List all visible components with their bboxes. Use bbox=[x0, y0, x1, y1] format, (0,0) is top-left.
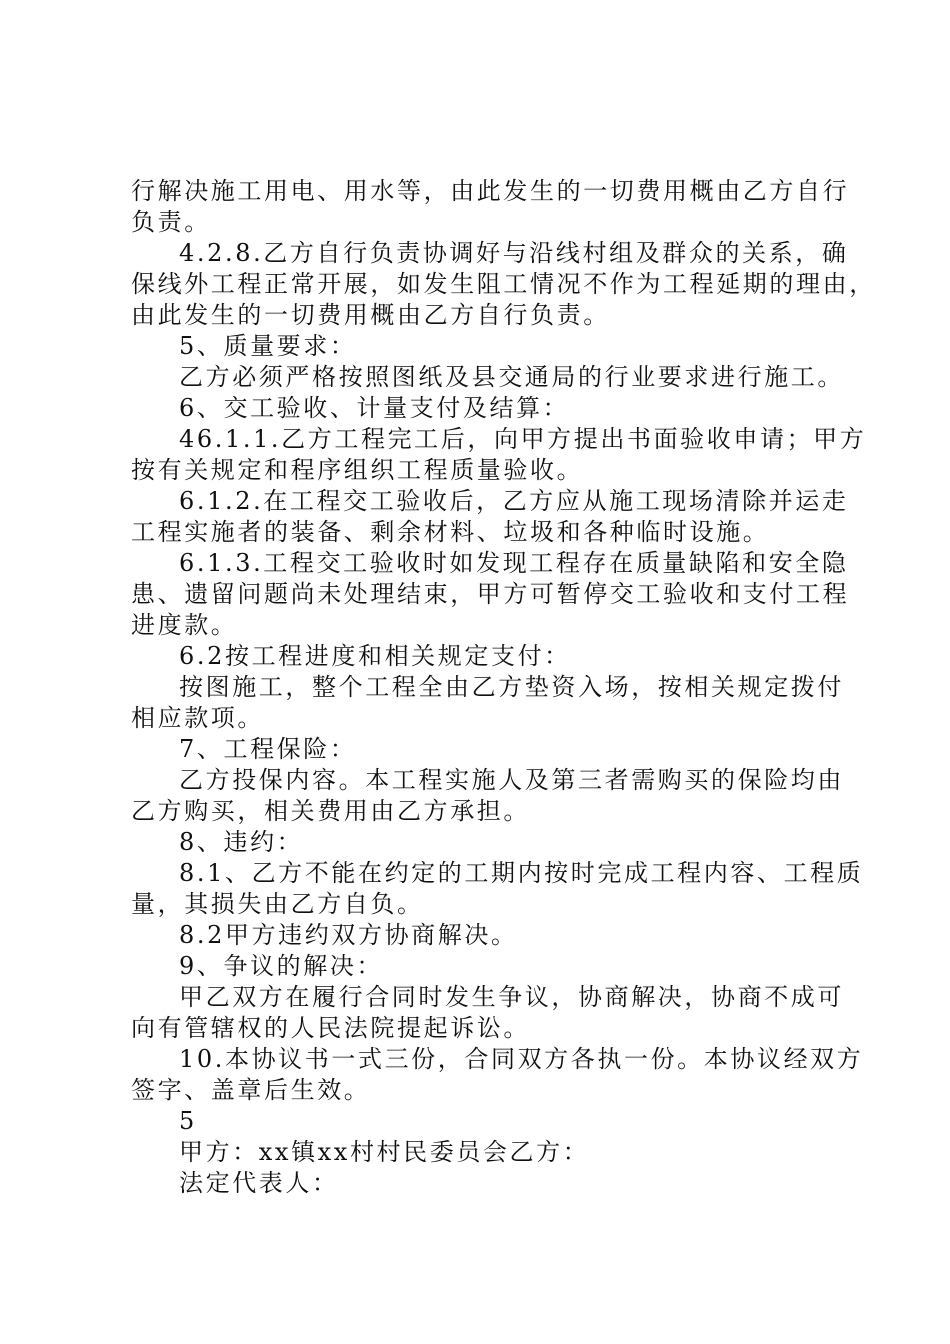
paragraph bbox=[131, 734, 831, 765]
paragraph bbox=[131, 238, 876, 331]
paragraph bbox=[131, 176, 850, 238]
text-line: 向有管辖权的人民法院提起诉讼。 bbox=[131, 1014, 530, 1042]
paragraph bbox=[131, 672, 844, 734]
text-line: 工程实施者的装备、剩余材料、垃圾和各种临时设施。 bbox=[131, 518, 770, 546]
text-line: 8.2甲方违约双方协商解决。 bbox=[179, 921, 518, 949]
text-line: 7、工程保险： bbox=[179, 735, 357, 763]
paragraph bbox=[131, 827, 831, 858]
text-line: 保线外工程正常开展，如发生阻工情况不作为工程延期的理由， bbox=[131, 270, 876, 298]
text-line: 9、争议的解决： bbox=[179, 952, 384, 980]
paragraph bbox=[131, 1044, 864, 1106]
text-line: 签字、盖章后生效。 bbox=[131, 1076, 371, 1104]
paragraph bbox=[131, 486, 849, 548]
text-line: 甲方：xx镇xx村村民委员会乙方： bbox=[179, 1138, 590, 1166]
text-line: 患、遗留问题尚未处理结束，甲方可暂停交工验收和支付工程 bbox=[131, 580, 850, 608]
text-line: 8.1、乙方不能在约定的工期内按时完成工程内容、工程质 bbox=[179, 859, 864, 887]
text-line: 行解决施工用电、用水等，由此发生的一切费用概由乙方自行 bbox=[131, 177, 850, 205]
paragraph bbox=[131, 1168, 831, 1199]
text-line: 乙方投保内容。本工程实施人及第三者需购买的保险均由 bbox=[179, 766, 844, 794]
paragraph bbox=[131, 765, 844, 827]
paragraph bbox=[131, 393, 831, 424]
text-line: 负责。 bbox=[131, 208, 211, 236]
paragraph bbox=[131, 951, 831, 982]
text-line: 乙方必须严格按照图纸及县交通局的行业要求进行施工。 bbox=[179, 363, 844, 391]
text-line: 相应款项。 bbox=[131, 704, 264, 732]
paragraph bbox=[131, 641, 831, 672]
text-line: 由此发生的一切费用概由乙方自行负责。 bbox=[131, 301, 610, 329]
paragraph bbox=[131, 362, 844, 393]
paragraph bbox=[131, 331, 831, 362]
text-line: 6、交工验收、计量支付及结算： bbox=[179, 394, 570, 422]
paragraph bbox=[131, 982, 844, 1044]
text-line: 法定代表人： bbox=[179, 1169, 339, 1197]
paragraph bbox=[131, 920, 831, 951]
paragraph bbox=[131, 1106, 831, 1137]
text-line: 6.1.2.在工程交工验收后，乙方应从施工现场清除并运走 bbox=[179, 487, 849, 515]
text-line: 46.1.1.乙方工程完工后，向甲方提出书面验收申请；甲方 bbox=[179, 425, 867, 453]
text-line: 6.2按工程进度和相关规定支付： bbox=[179, 642, 571, 670]
text-line: 甲乙双方在履行合同时发生争议，协商解决，协商不成可 bbox=[179, 983, 844, 1011]
text-line: 乙方购买，相关费用由乙方承担。 bbox=[131, 797, 530, 825]
text-line: 4.2.8.乙方自行负责协调好与沿线村组及群众的关系，确 bbox=[179, 239, 849, 267]
paragraph bbox=[131, 858, 864, 920]
paragraph bbox=[131, 548, 850, 641]
paragraph bbox=[131, 424, 867, 486]
text-line: 8、违约： bbox=[179, 828, 304, 856]
text-line: 5 bbox=[179, 1107, 197, 1135]
paragraph bbox=[131, 1137, 831, 1168]
text-line: 进度款。 bbox=[131, 611, 238, 639]
document-body bbox=[131, 176, 876, 1199]
text-line: 按有关规定和程序组织工程质量验收。 bbox=[131, 456, 584, 484]
text-line: 5、质量要求： bbox=[179, 332, 357, 360]
text-line: 6.1.3.工程交工验收时如发现工程存在质量缺陷和安全隐 bbox=[179, 549, 849, 577]
text-line: 量，其损失由乙方自负。 bbox=[131, 890, 424, 918]
text-line: 10.本协议书一式三份，合同双方各执一份。本协议经双方 bbox=[179, 1045, 864, 1073]
text-line: 按图施工，整个工程全由乙方垫资入场，按相关规定拨付 bbox=[179, 673, 844, 701]
